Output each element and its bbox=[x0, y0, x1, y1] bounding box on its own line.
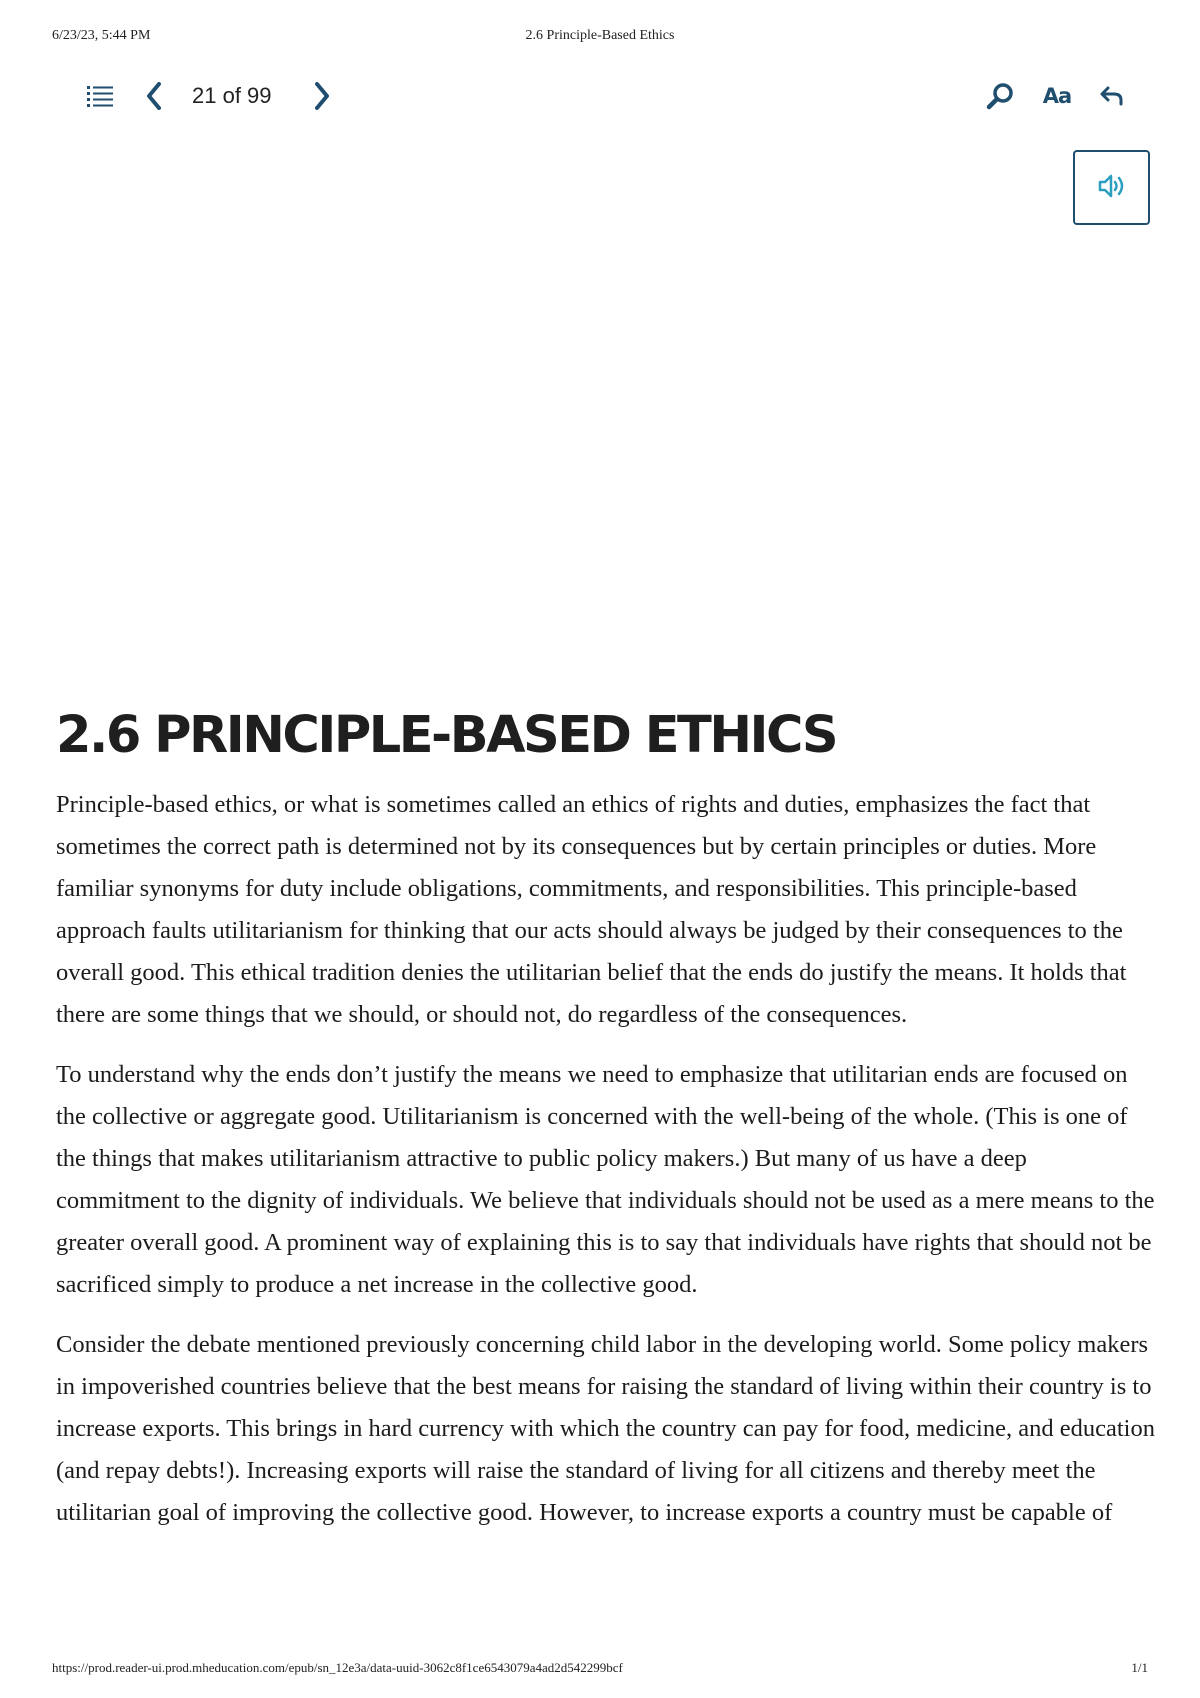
undo-arrow-icon bbox=[1099, 85, 1125, 107]
read-aloud-button[interactable] bbox=[1073, 150, 1150, 225]
print-header bbox=[52, 28, 1148, 48]
search-icon bbox=[986, 82, 1014, 110]
page-indicator: 21 of 99 bbox=[192, 83, 272, 108]
reader-toolbar bbox=[80, 76, 1120, 116]
previous-page-button[interactable] bbox=[134, 76, 174, 116]
speaker-icon bbox=[1097, 173, 1127, 203]
search-button[interactable] bbox=[980, 76, 1020, 116]
print-title: 2.6 Principle-Based Ethics bbox=[525, 28, 675, 43]
list-icon bbox=[87, 85, 113, 107]
print-page-number: 1/1 bbox=[1131, 1660, 1148, 1675]
print-url: https://prod.reader-ui.prod.mheducation.com/epub/sn_12e3a/data-uuid-3062c8f1ce6543079a4ad2d542299bcf bbox=[52, 1660, 623, 1675]
font-settings-button[interactable] bbox=[1037, 76, 1077, 116]
section-heading: 2.6 PRINCIPLE-BASED ETHICS bbox=[56, 706, 837, 765]
chevron-left-icon bbox=[145, 82, 163, 110]
print-footer bbox=[52, 1660, 1148, 1680]
font-size-icon: Aa bbox=[1042, 84, 1072, 108]
back-button[interactable] bbox=[1092, 76, 1132, 116]
chevron-right-icon bbox=[313, 82, 331, 110]
next-page-button[interactable] bbox=[302, 76, 342, 116]
print-datetime: 6/23/23, 5:44 PM bbox=[52, 28, 151, 43]
article-paragraph: To understand why the ends don’t justify the means we need to emphasize that utilitarian ends are focused on the collective or aggregate good. Utilitarianism is concerned with the well-being of the whole. (This is one of the things that makes utilitarianism attractive to public policy makers.) But many of us have a deep commitment to the dignity of individuals. We believe that individuals should not be used as a mere means to the greater overall good. A prominent way of explaining this is to say that individuals have rights that should not be sacrificed simply to produce a net increase in the collective good. bbox=[56, 1061, 1155, 1298]
table-of-contents-button[interactable] bbox=[80, 76, 120, 116]
article-paragraph: Consider the debate mentioned previously concerning child labor in the developing world. Some policy makers in impoverished countries believe that the best means for raising the standard of living within their country is to increase exports. This brings in hard currency with which the country can pay for food, medicine, and education (and repay debts!). Increasing exports will raise the standard of living for all citizens and thereby meet the utilitarian goal of improving the collective good. However, to increase exports a country must be capable of bbox=[56, 1331, 1155, 1526]
article-content bbox=[56, 706, 1156, 1552]
article-paragraph: Principle-based ethics, or what is sometimes called an ethics of rights and duties, emphasizes the fact that sometimes the correct path is determined not by its consequences but by certain principles or duties. More familiar synonyms for duty include obligations, commitments, and responsibilities. This principle-based approach faults utilitarianism for thinking that our acts should always be judged by their consequences to the overall good. This ethical tradition denies the utilitarian belief that the ends do justify the means. It holds that there are some things that we should, or should not, do regardless of the consequences. bbox=[56, 791, 1127, 1028]
